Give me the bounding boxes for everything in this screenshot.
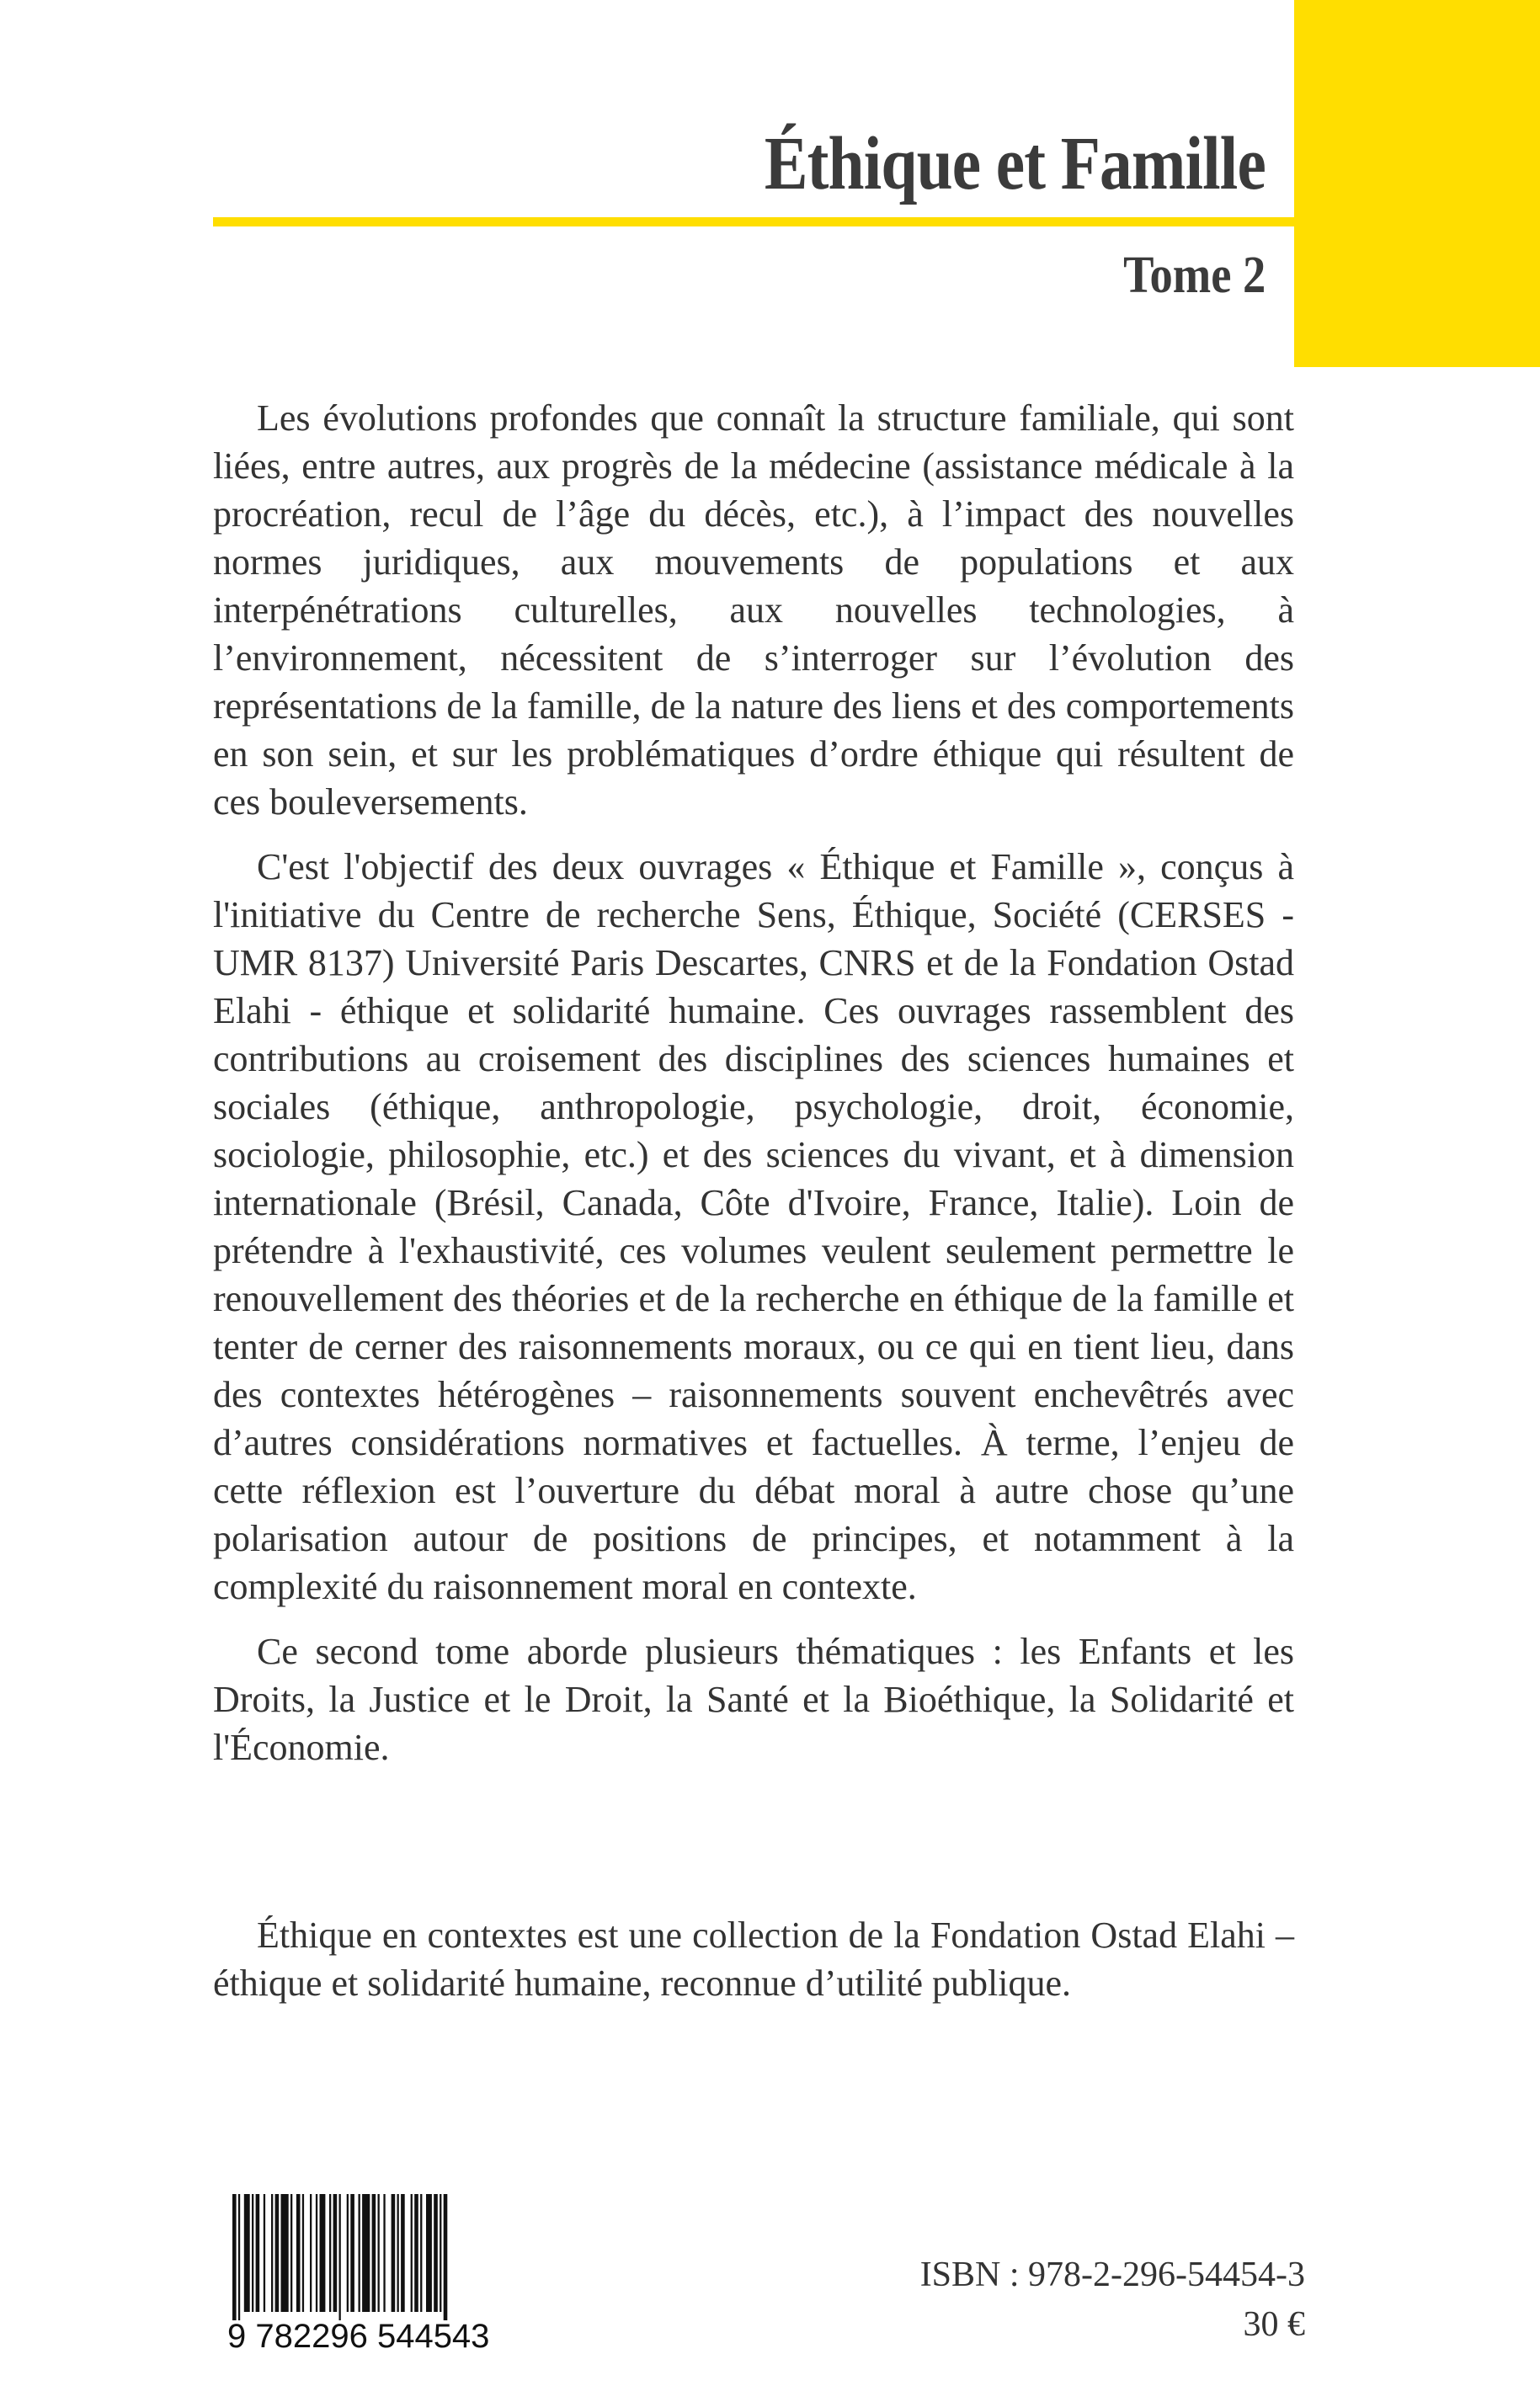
- collection-note-text: Éthique en contextes est une collection de la Fondation Ostad Elahi – éthique et solidarité humaine, reconnue d’utilité publique.: [213, 1915, 1294, 2004]
- volume-subtitle: Tome 2: [1122, 247, 1266, 304]
- barcode-icon: [227, 2194, 515, 2320]
- barcode-digits: 9 782296 544543: [227, 2318, 490, 2355]
- title-underline-rule: [213, 217, 1425, 226]
- back-cover-blurb: [213, 394, 1294, 1788]
- blurb-paragraph-1: Les évolutions profondes que connaît la structure familiale, qui sont liées, entre autres, aux progrès de la médecine (assistance médicale à la procréation, recul de l’âge du décès, etc.), à l’impact des nouvelles normes juridiques, aux mouvements de populations et aux interpénétrations culturelles, aux nouvelles technologies, à l’environnement, nécessitent de s’interroger sur l’évolution des représentations de la famille, de la nature des liens et des comportements en son sein, et sur les problématiques d’ordre éthique qui résultent de ces bouleversements.: [213, 397, 1294, 823]
- blurb-paragraph-3: Ce second tome aborde plusieurs thématiques : les Enfants et les Droits, la Justice et le Droit, la Santé et la Bioéthique, la Solidarité et l'Économie.: [213, 1631, 1294, 1768]
- collection-note: [213, 1911, 1294, 2007]
- yellow-corner-block: [1294, 0, 1540, 367]
- blurb-paragraph-2: C'est l'objectif des deux ouvrages « Éthique et Famille », conçus à l'initiative du Centre de recherche Sens, Éthique, Société (CERSES - UMR 8137) Université Paris Descartes, CNRS et de la Fondation Ostad Elahi - éthique et solidarité humaine. Ces ouvrages rassemblent des contributions au croisement des disciplines des sciences humaines et sociales (éthique, anthropologie, psychologie, droit, économie, sociologie, philosophie, etc.) et des sciences du vivant, et à dimension internationale (Brésil, Canada, Côte d'Ivoire, France, Italie). Loin de prétendre à l'exhaustivité, ces volumes veulent seulement permettre le renouvellement des théories et de la recherche en éthique de la famille et tenter de cerner des raisonnements moraux, ou ce qui en tient lieu, dans des contextes hétérogènes – raisonnements souvent enchevêtrés avec d’autres considérations normatives et factuelles. À terme, l’enjeu de cette réflexion est l’ouverture du débat moral à autre chose qu’une polarisation autour de positions de principes, et notamment à la complexité du raisonnement moral en contexte.: [213, 846, 1294, 1607]
- book-title: Éthique et Famille: [764, 122, 1266, 205]
- isbn-number: ISBN : 978-2-296-54454-3: [919, 2256, 1305, 2294]
- price-label: 30 €: [1243, 2305, 1305, 2344]
